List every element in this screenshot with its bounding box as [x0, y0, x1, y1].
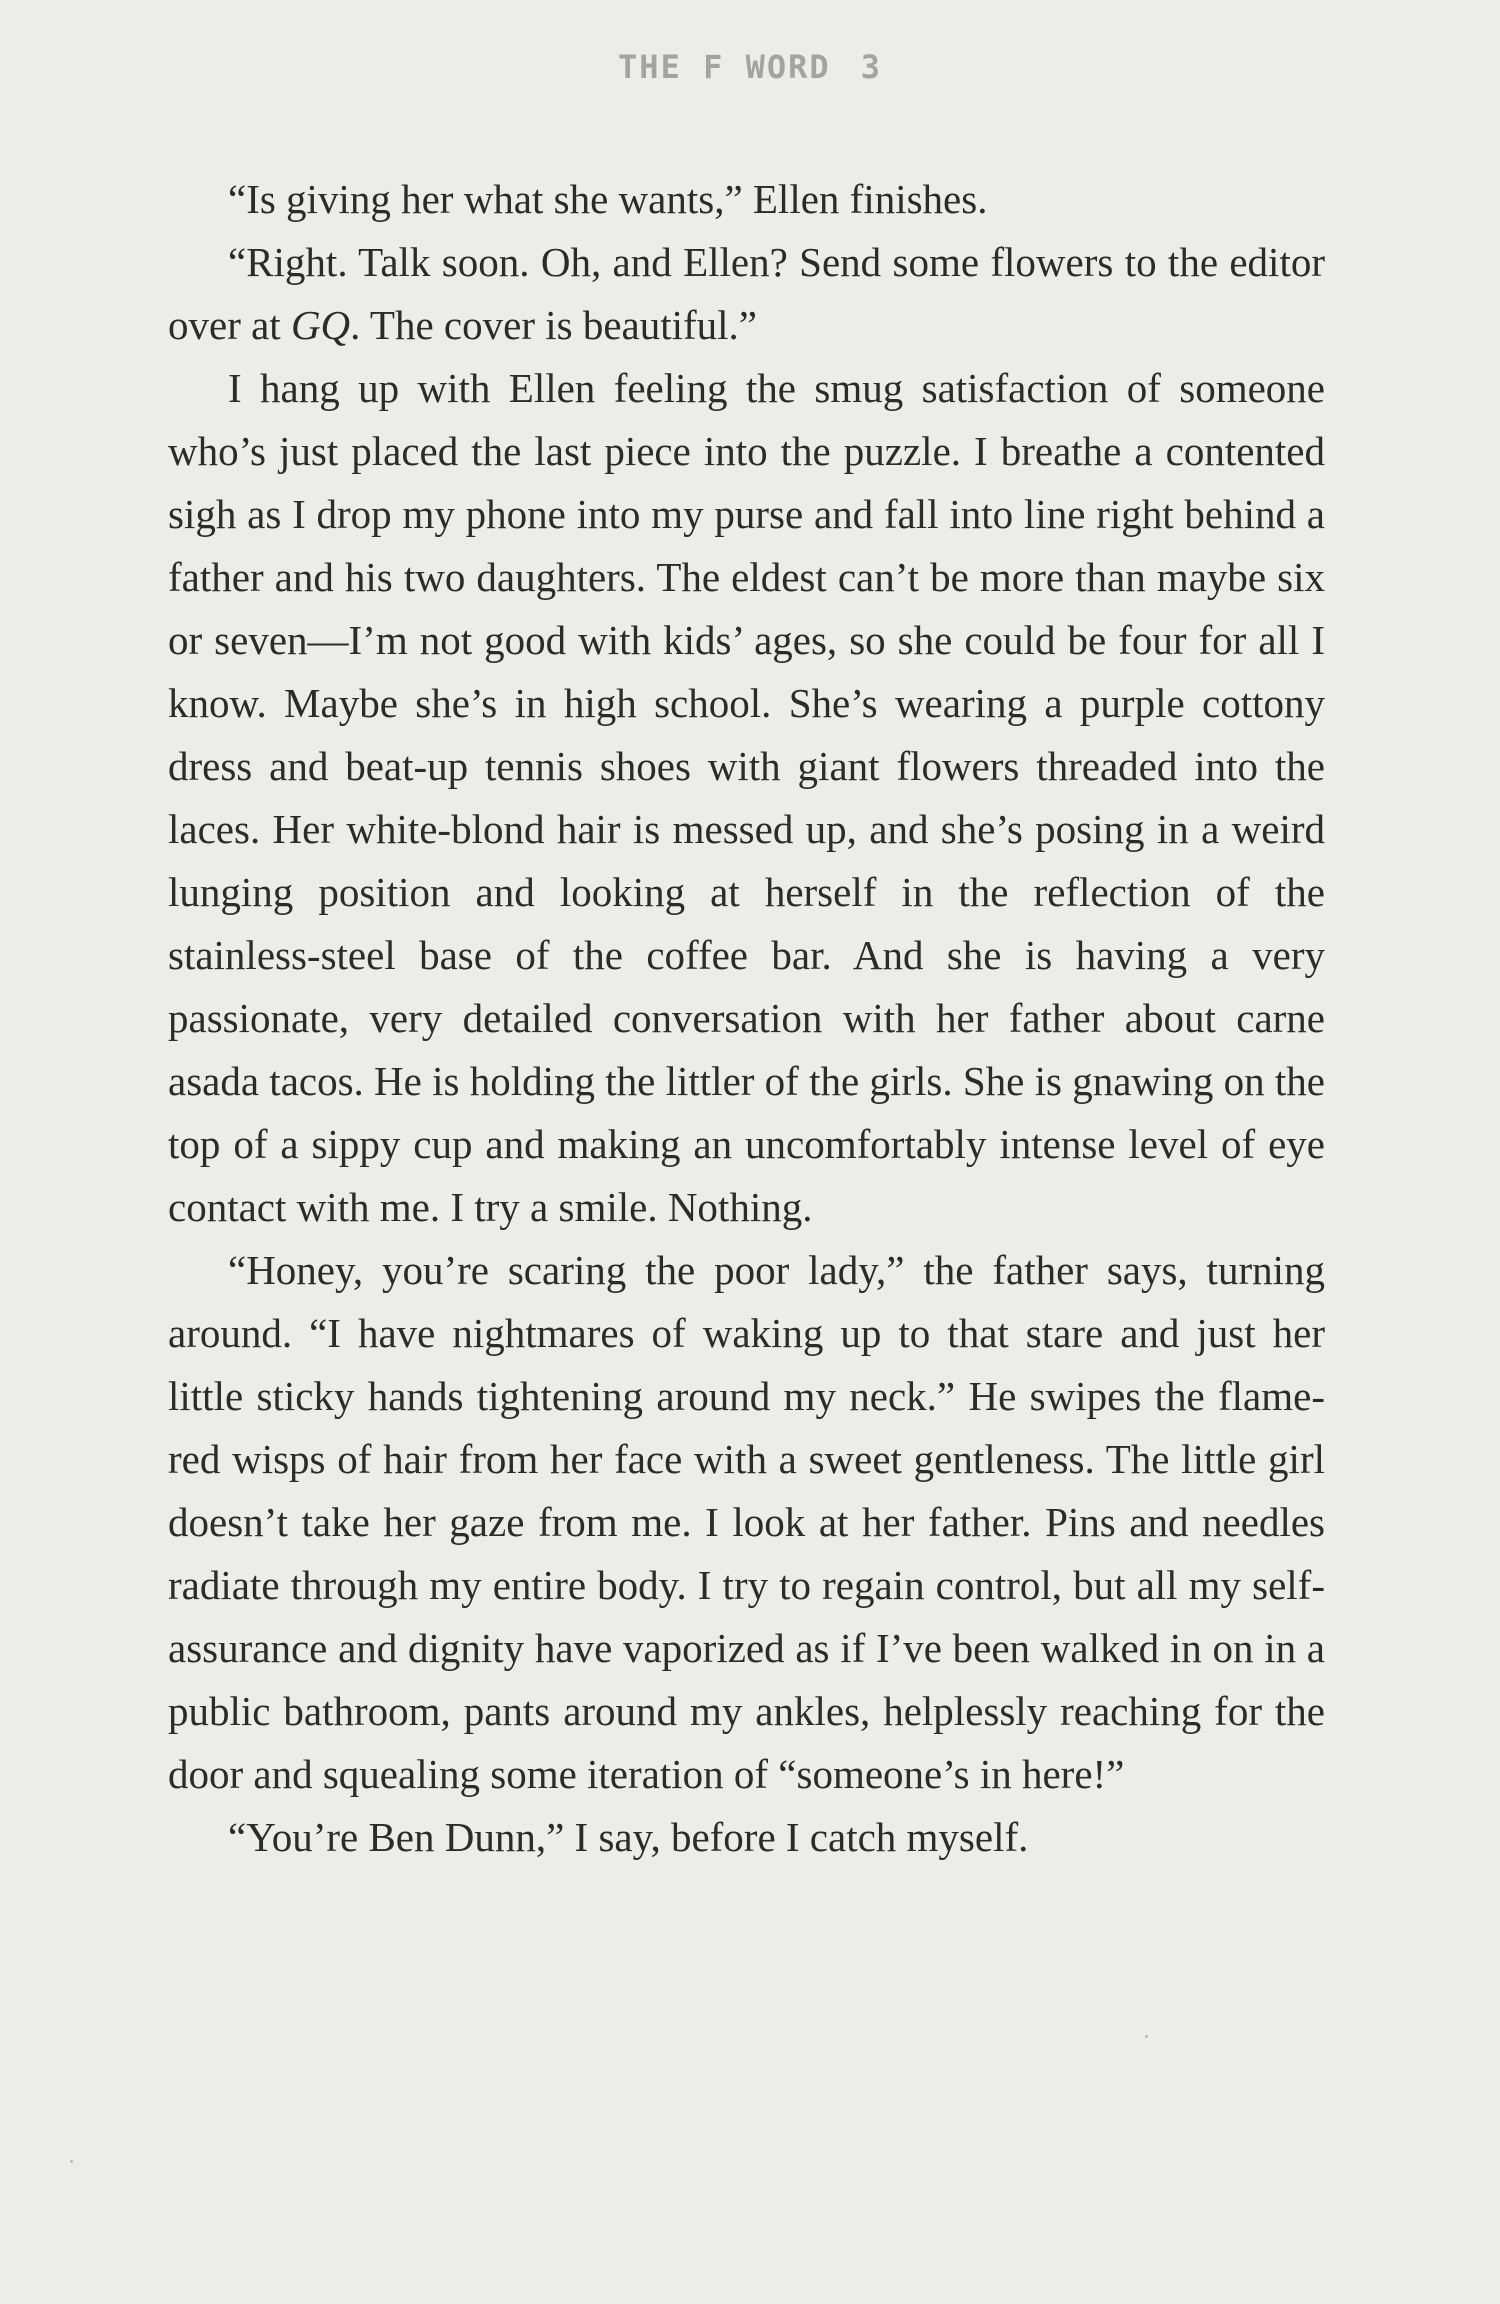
paper-speck: [1145, 2035, 1148, 2038]
paragraph: I hang up with Ellen feeling the smug satisfaction of someone who’s just placed the last piece into the puzzle. I breathe a contented sigh as I drop my phone into my purse and fall into line right behind a father and his two daughters. The eldest can’t be more than maybe six or seven—I’m not good with kids’ ages, so she could be four for all I know. Maybe she’s in high school. She’s wearing a purple cottony dress and beat-up tennis shoes with giant flowers threaded into the laces. Her white-blond hair is messed up, and she’s posing in a weird lunging position and looking at herself in the reflection of the stainless-steel base of the coffee bar. And she is having a very passionate, very detailed conversation with her father about carne asada tacos. He is holding the littler of the girls. She is gnawing on the top of a sippy cup and making an uncomfortably intense level of eye contact with me. I try a smile. Nothing.: [168, 365, 1325, 1230]
paragraph: “You’re Ben Dunn,” I say, before I catch myself.: [228, 1814, 1029, 1860]
magazine-title: GQ: [290, 302, 351, 348]
paragraph: “Honey, you’re scaring the poor lady,” the father says, turning around. “I have nightmares of waking up to that stare and just her little sticky hands tightening around my neck.” He swipes the flame-red wisps of hair from her face with a sweet gentleness. The little girl doesn’t take her gaze from me. I look at her father. Pins and needles radiate through my entire body. I try to regain control, but all my self-assurance and dignity have vaporized as if I’ve been walked in on in a public bathroom, pants around my ankles, helplessly reaching for the door and squealing some iteration of “someone’s in here!”: [168, 1247, 1325, 1797]
page-number: 3: [860, 48, 882, 86]
paper-speck: [70, 2160, 73, 2163]
paragraph: “Right. Talk soon. Oh, and Ellen? Send some flowers to the editor over at GQ. The cover is beautiful.”: [168, 239, 1325, 348]
body-text: [168, 168, 1325, 1869]
running-head: [0, 48, 1500, 86]
running-head-title: THE F WORD: [618, 48, 831, 86]
paragraph: “Is giving her what she wants,” Ellen finishes.: [228, 176, 988, 222]
